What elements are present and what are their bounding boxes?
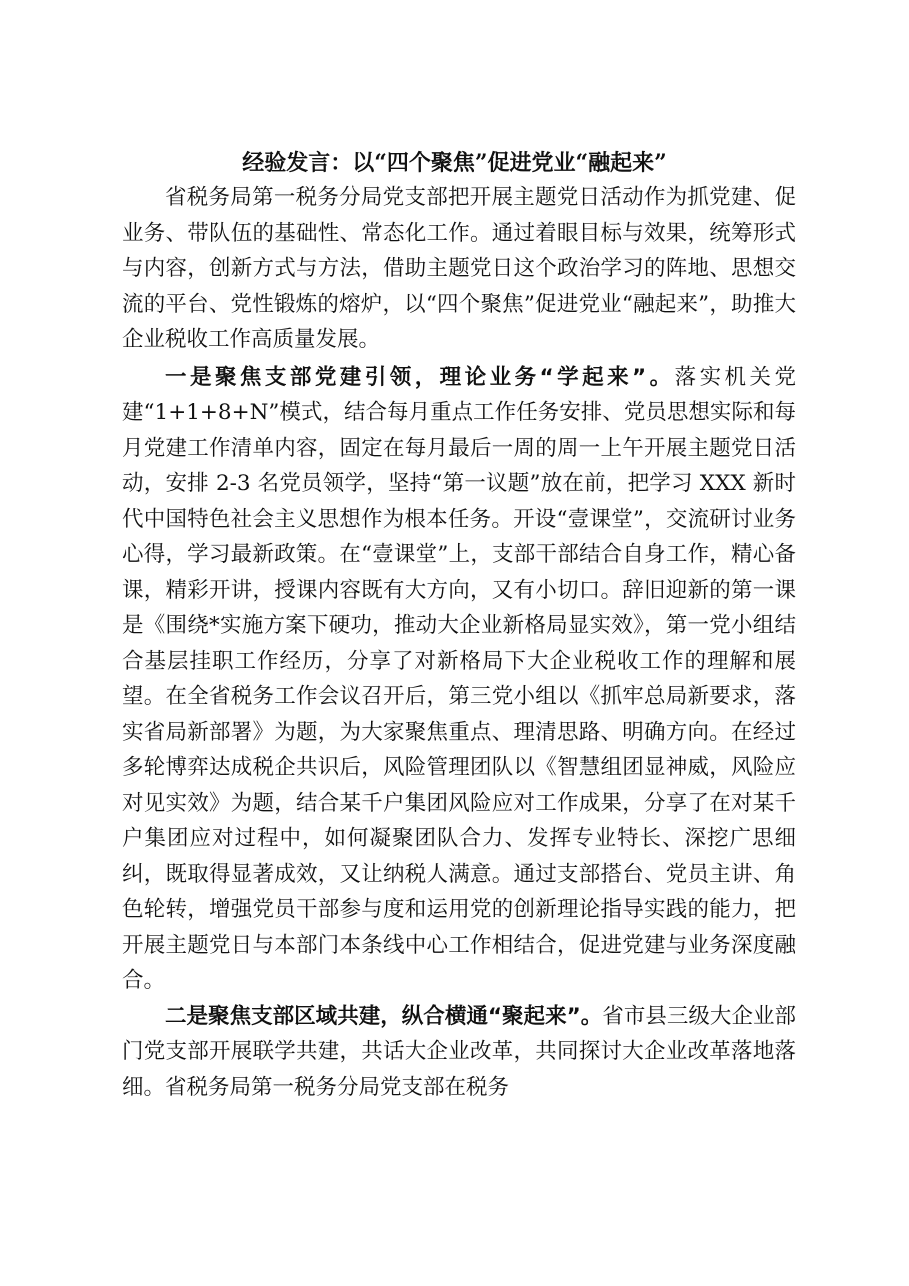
paragraph-point-two — [122, 999, 796, 1106]
paragraph-lead: 二是聚焦支部区域共建，纵合横通“聚起来”。 — [165, 1003, 603, 1029]
document-title: 经验发言：以“四个聚焦”促进党业“融起来” — [242, 150, 667, 176]
paragraph-intro — [122, 180, 796, 358]
document-body — [122, 180, 796, 1105]
paragraph-lead: 一是聚焦支部党建引领，理论业务“学起来”。 — [165, 364, 675, 390]
paragraph-text: 省市县三级大企业部门党支部开展联学共建，共话大企业改革，共同探讨大企业改革落地落细。省税务局第一税务分局党支部在税务 — [122, 1003, 796, 1100]
paragraph-point-one — [122, 360, 796, 999]
paragraph-text: 省税务局第一税务分局党支部把开展主题党日活动作为抓党建、促业务、带队伍的基础性、常态化工作。通过着眼目标与效果，统筹形式与内容，创新方式与方法，借助主题党日这个政治学习的阵地、思想交流的平台、党性锻炼的熔炉，以“四个聚焦”促进党业“融起来”，助推大企业税收工作高质量发展。 — [122, 185, 796, 352]
paragraph-text: 落实机关党建“1+1+8+N”模式，结合每月重点工作任务安排、党员思想实际和每月党建工作清单内容，固定在每月最后一周的周一上午开展主题党日活动，安排 2-3 名党员领学，坚持“第一议题”放在前，把学习 XXX 新时代中国特色社会主义思想作为根本任务。开设“壹课堂”，交流研讨业务心得，学习最新政策。在“壹课堂”上，支部干部结合自身工作，精心备课，精彩开讲，授课内容既有大方向，又有小切口。辞旧迎新的第一课是《围绕*实施方案下硬功，推动大企业新格局显实效》，第一党小组结合基层挂职工作经历，分享了对新格局下大企业税收工作的理解和展望。在全省税务工作会议召开后，第三党小组以《抓牢总局新要求，落实省局新部署》为题，为大家聚焦重点、理清思路、明确方向。在经过多轮博弈达成税企共识后，风险管理团队以《智慧组团显神威，风险应对见实效》为题，结合某千户集团风险应对工作成果，分享了在对某千户集团应对过程中，如何凝聚团队合力、发挥专业特长、深挖广思细纠，既取得显著成效，又让纳税人满意。通过支部搭台、党员主讲、角色轮转，增强党员干部参与度和运用党的创新理论指导实践的能力，把开展主题党日与本部门本条线中心工作相结合，促进党建与业务深度融合。 — [122, 364, 796, 993]
